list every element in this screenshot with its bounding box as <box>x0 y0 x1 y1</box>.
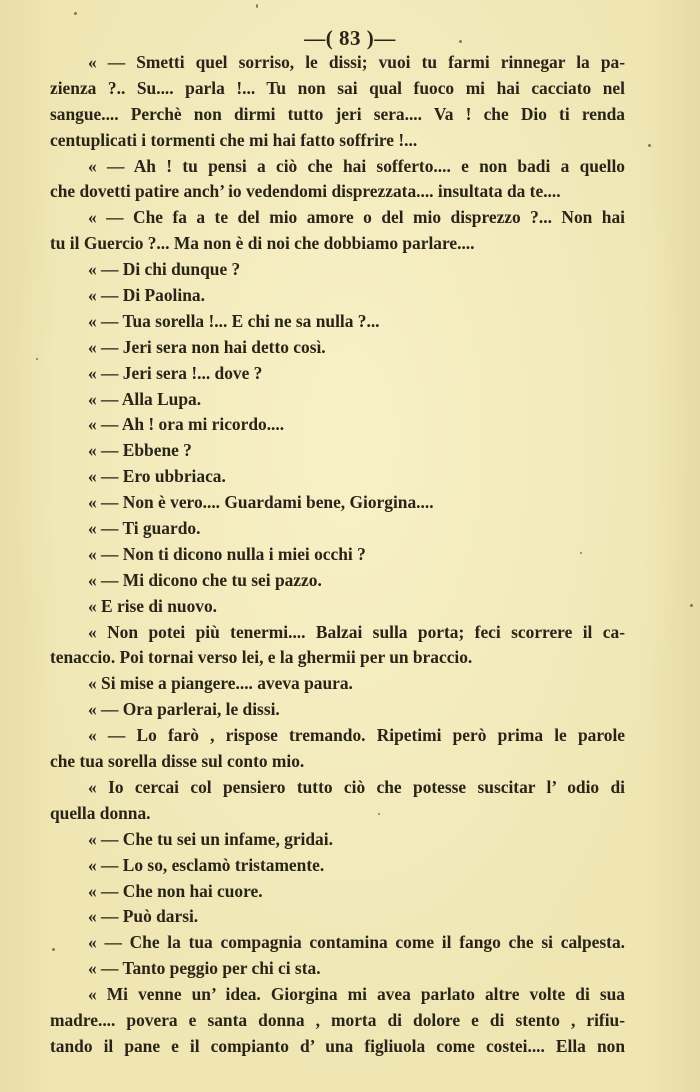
text-line: « — Che la tua compagnia contamina come il fango che si calpesta. <box>88 932 625 953</box>
paper-speck <box>378 813 380 815</box>
text-line: « — Non ti dicono nulla i miei occhi ? <box>88 543 366 564</box>
text-line: « — Ero ubbriaca. <box>88 466 226 487</box>
text-line: « — Che fa a te del mio amore o del mio disprezzo ?... Non hai <box>88 207 625 228</box>
text-line: « — Di chi dunque ? <box>88 259 241 280</box>
text-line: « — Che tu sei un infame, gridai. <box>88 828 333 849</box>
text-line: « Mi venne un’ idea. Giorgina mi avea parlato altre volte di sua <box>88 984 625 1005</box>
text-line: « Si mise a piangere.... aveva paura. <box>88 673 353 694</box>
text-line: tenaccio. Poi tornai verso lei, e la ghermii per un braccio. <box>50 647 473 668</box>
text-line: « — Ti guardo. <box>88 518 201 539</box>
text-line: « — Di Paolina. <box>88 285 205 306</box>
text-line: « E rise di nuovo. <box>88 595 218 616</box>
text-line: « Non potei più tenermi.... Balzai sulla porta; feci scorrere il ca- <box>88 621 625 642</box>
text-line: « — Ebbene ? <box>88 440 192 461</box>
text-line: « — Tua sorella !... E chi ne sa nulla ?... <box>88 310 380 331</box>
paper-speck <box>256 4 258 8</box>
text-line: zienza ?.. Su.... parla !... Tu non sai qual fuoco mi hai cacciato nel <box>50 77 625 98</box>
paper-speck <box>52 948 55 951</box>
page-number: —( 83 )— <box>304 26 396 50</box>
text-line: « — Smetti quel sorriso, le dissi; vuoi tu farmi rinnegar la pa- <box>88 52 625 72</box>
text-line: « — Jeri sera !... dove ? <box>88 362 263 383</box>
text-line: « — Mi dicono che tu sei pazzo. <box>88 569 322 590</box>
text-line: madre.... povera e santa donna , morta di dolore e di stento , rifiu- <box>50 1009 625 1030</box>
text-line: « — Ah ! ora mi ricordo.... <box>88 414 285 435</box>
text-line: « — Ora parlerai, le dissi. <box>88 699 280 720</box>
text-line: « Io cercai col pensiero tutto ciò che potesse suscitar l’ odio di <box>88 776 625 797</box>
text-line: « — Che non hai cuore. <box>88 880 263 901</box>
text-line: quella donna. <box>50 802 151 823</box>
text-line: sangue.... Perchè non dirmi tutto jeri sera.... Va ! che Dio ti renda <box>50 103 625 124</box>
text-line: « — Lo farò , rispose tremando. Ripetimi però prima le parole <box>88 725 625 746</box>
text-line: « — Ah ! tu pensi a ciò che hai sofferto.... e non badi a quello <box>88 155 625 176</box>
text-line: « — Può darsi. <box>88 906 199 927</box>
paper-speck <box>36 358 38 360</box>
text-line: che tua sorella disse sul conto mio. <box>50 751 305 772</box>
text-line: « — Tanto peggio per chi ci sta. <box>88 958 321 979</box>
paper-speck <box>580 552 582 554</box>
paper-speck <box>74 12 77 15</box>
text-line: « — Non è vero.... Guardami bene, Giorgina.... <box>88 492 434 513</box>
paper-speck <box>648 144 651 147</box>
text-line: che dovetti patire anch’ io vedendomi disprezzata.... insultata da te.... <box>50 181 561 202</box>
text-line: tando il pane e il compianto d’ una figliuola come costei.... Ella non <box>50 1035 625 1056</box>
text-line: « — Lo so, esclamò tristamente. <box>88 854 325 875</box>
text-line: « — Alla Lupa. <box>88 388 202 409</box>
text-line: centuplicati i tormenti che mi hai fatto soffrire !... <box>50 129 418 150</box>
paper-speck <box>459 40 462 43</box>
text-line: « — Jeri sera non hai detto così. <box>88 336 326 357</box>
paper-speck <box>690 604 693 607</box>
text-line: tu il Guercio ?... Ma non è di noi che dobbiamo parlare.... <box>50 233 475 254</box>
body-text <box>50 50 625 1060</box>
